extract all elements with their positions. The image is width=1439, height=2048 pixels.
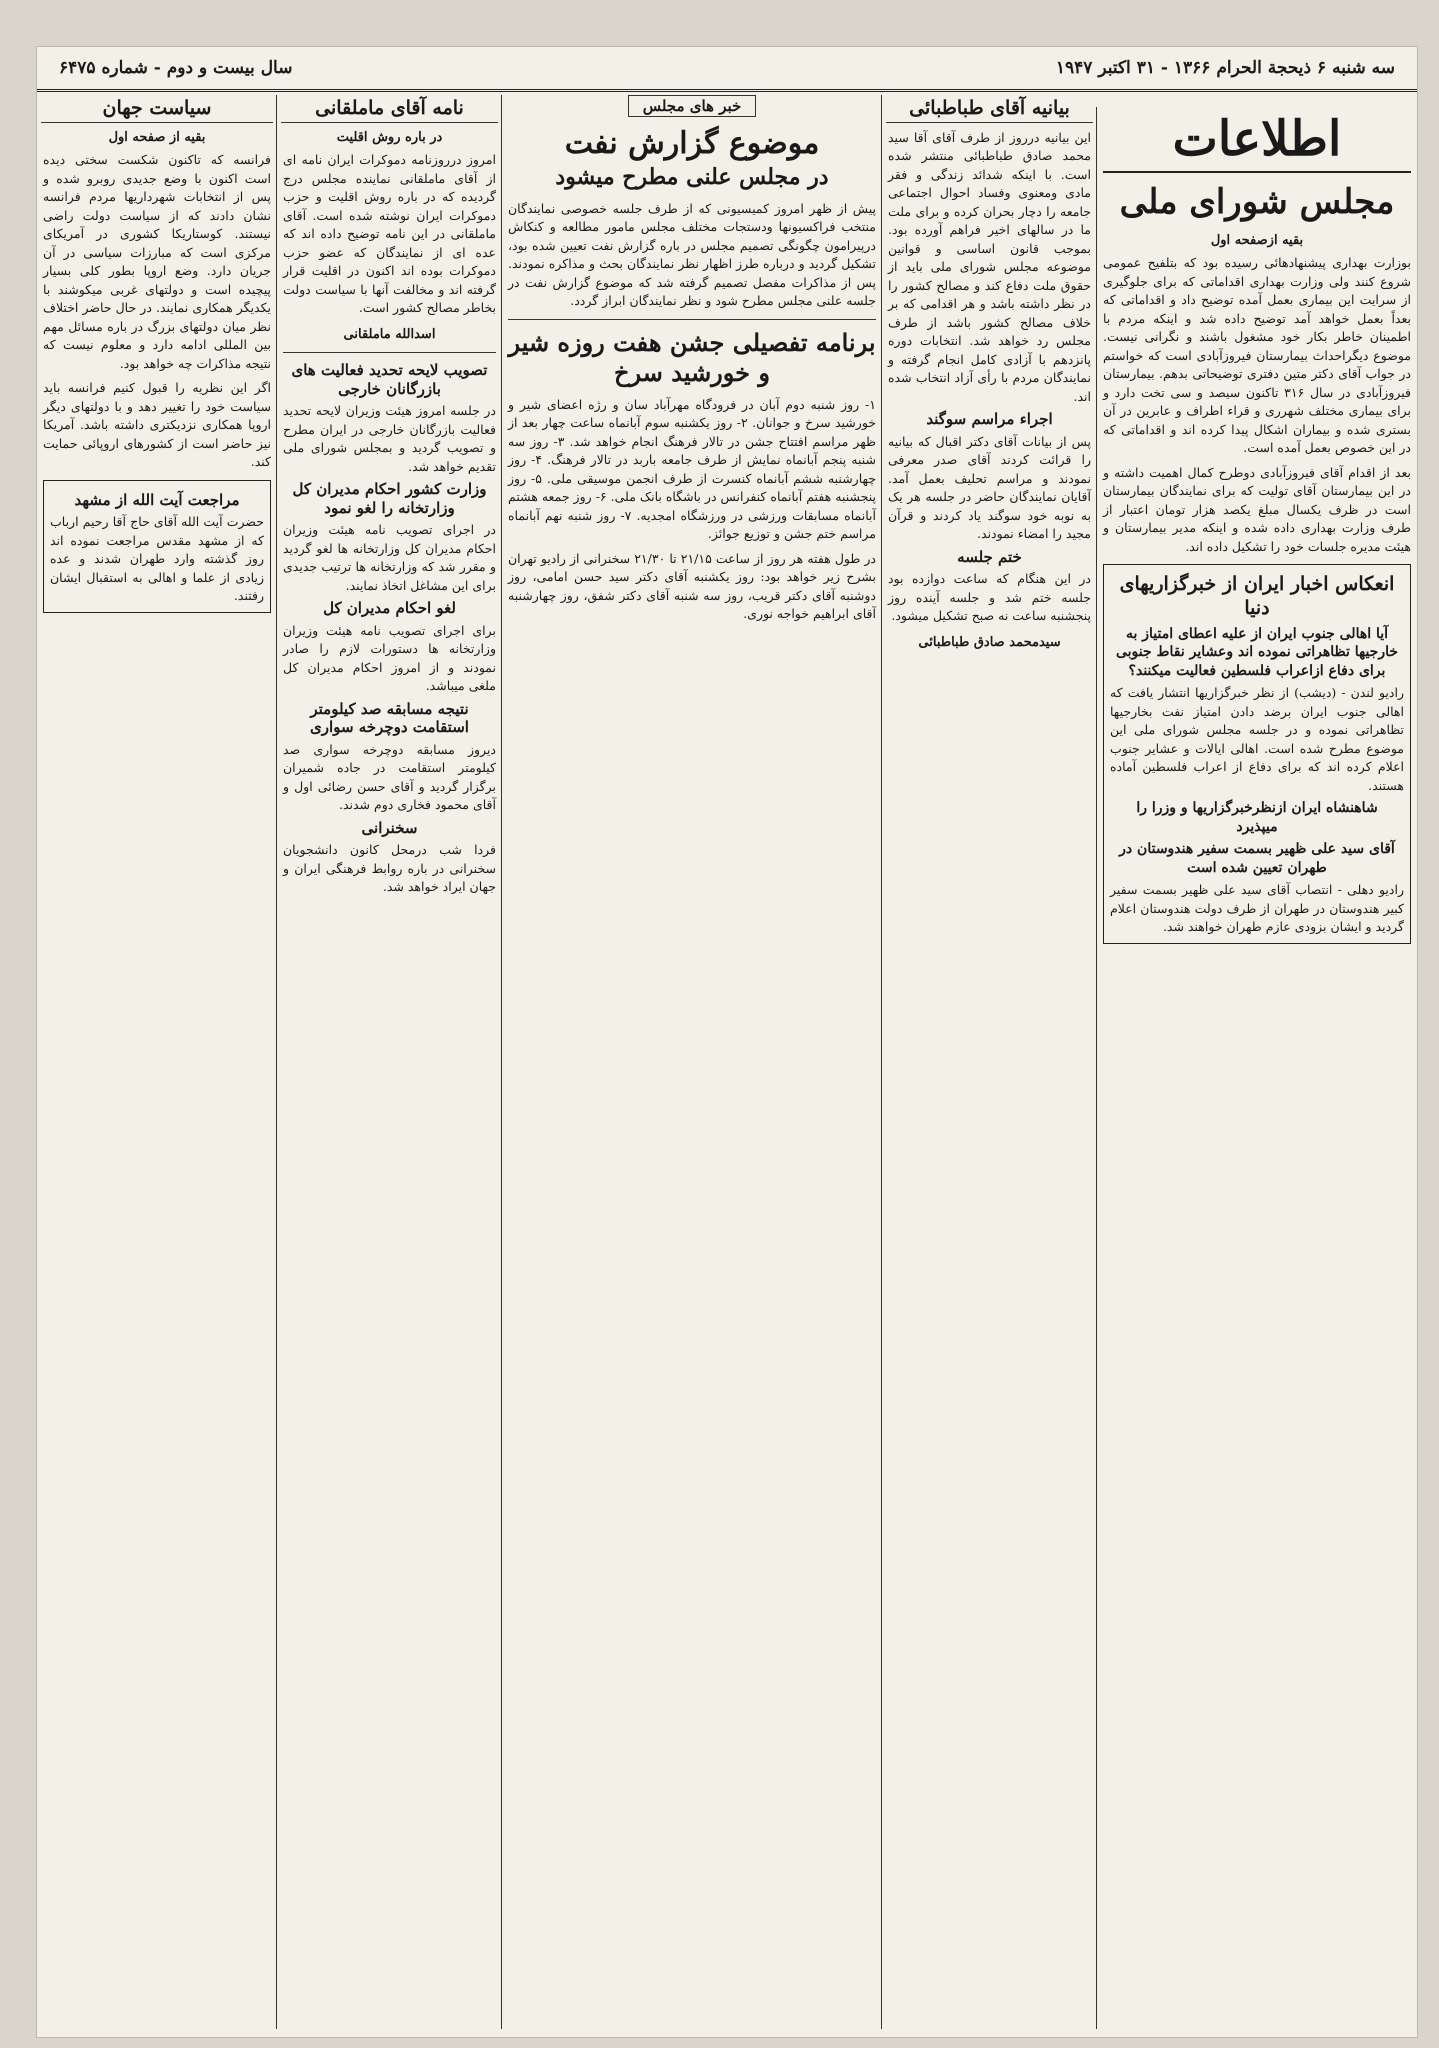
oil-report-headline: موضوع گزارش نفت <box>564 125 820 161</box>
world-politics-headline: سیاست جهان <box>41 95 273 123</box>
ayatollah-body: حضرت آیت الله آقای حاج آقا رحیم ارباب که از مشهد مقدس مراجعت نموده اند روز گذشته وارد طهران شدند و عده زیادی از علما و اهالی به استقبال ایشان رفتند. <box>50 514 264 603</box>
mamlaghani-subheadline: در باره روش اقلیت <box>336 129 443 145</box>
divider <box>283 352 496 353</box>
tabatabai-signature: سیدمحمد صادق طباطبائی <box>918 634 1061 650</box>
oil-report-body: پیش از ظهر امروز کمیسیونی که از طرف جلسه خصوصی نمایندگان منتخب فراکسیونها ودستجات مختلف مجلس مامور مطالعه و کنکاش درپیرامون چگونگی تصمیم مجلس در باره گزارش نفت تعیین شده بود، تشکیل گردید و درباره طرز اظهار نظر نمایندگان بحث و مذاکره نمودند. پس از مذاکرات مفصل تصمیم گرفته شد که موضوع گزارش نفت در جلسه علنی مجلس مطرح شود و نظر نمایندگان ابراز گردد. <box>508 200 876 308</box>
tabatabai-body: این بیانیه درروز از طرف آقای آقا سید محمد صادق طباطبائی منتشر شده است. با اینکه شدائد زندگی و فقر مادی ومعنوی وفساد احوال اجتماعی جامعه را دچار بحران کرده و برای ملت ما در سالهای اخیر فراهم آورده بود. بموجب قانون اساسی و قوانین موضوعه مجلس شورای ملی باید از حقوق ملت دفاع کند و مصالح کشور را در نظر داشته باشد و هر اقدامی که بر خلاف مصالح کشور باشد از طرف مجلس رد خواهد شد. انتخابات دوره پانزدهم با آزادی کامل انجام گرفته و نمایندگان مردم با رأی آزاد انتخاب شده اند. <box>888 129 1091 404</box>
festival-headline: برنامه تفصیلی جشن هفت روزه شیر و خورشید سرخ <box>508 327 876 387</box>
ministry-orders-body: در اجرای تصویب نامه هیئت وزیران احکام مدیران کل وزارتخانه ها لغو گردید و مقرر شد که وزارتخانه ها ترتیب جدیدی برای این مشاغل اتخاذ نمایند. <box>283 522 496 593</box>
box-subheadline: آیا اهالی جنوب ایران از علیه اعطای امتیاز به خارجیها تظاهراتی نموده اند وعشایر نقاط جنوبی برای دفاع ازاعراب فلسطین فعالیت میکنند؟ <box>1115 625 1399 679</box>
box-body-2: رادیو دهلی - انتصاب آقای سید علی ظهیر بسمت سفیر کبیر هندوستان در طهران از طرف دولت هندوستان اعلام گردید و ایشان بزودی عازم طهران خواهند شد. <box>1110 882 1404 934</box>
mamlaghani-body: امروز درروزنامه دموکرات ایران نامه ای از آقای ماملقانی نماینده مجلس درج گردیده که در باره روش اقلیت و حزب دموکرات ایران نوشته شده است. آقای ماملقانی در این نامه توضیح داده اند که عده ای از نمایندگان که عضو حزب دموکرات بوده اند اکنون در اقلیت قرار گرفته اند و مخالفت آنها با سیاست دولت بخاطر مصالح کشور است. <box>283 152 496 315</box>
ayatollah-headline: مراجعت آیت الله از مشهد <box>74 490 240 509</box>
box-headline: انعکاس اخبار ایران از خبرگزاریهای دنیا <box>1119 573 1395 619</box>
mamlaghani-signature: اسدالله ماملقانی <box>343 326 436 342</box>
trade-bill-body: در جلسه امروز هیئت وزیران لایحه تحدید فعالیت بازرگانان خارجی در ایران مطرح و تصویب گردید و بمجلس شورای ملی تقدیم خواهد شد. <box>283 403 496 474</box>
festival-program: ۱- روز شنبه دوم آبان در فرودگاه مهرآباد سان و رژه اعضای شیر و خورشید سرخ و جوانان. ۲- روز یکشنبه سوم آبانماه ساعت چهار بعد از ظهر مراسم افتتاح جشن در تالار فرهنگ انجام خواهد شد. ۳- روز سه شنبه پنجم آبانماه نمایش از طرف جامعه باربد در تالار فرهنگ. ۴- روز چهارشنبه ششم آبانماه کنسرت از طرف انجمن موسیقی ملی. ۵- روز پنجشنبه هفتم آبانماه کنفرانس در باشگاه بانک ملی. ۶- روز جمعه هشتم آبانماه مسابقات ورزشی در ورزشگاه امجدیه. ۷- روز شنبه نهم آبانماه مراسم ختم جشن و توزیع جوائز. <box>508 396 877 541</box>
column-4 <box>276 95 502 2029</box>
box-subheadline-2: شاهنشاه ایران ازنظرخبرگزاریها و وزرا را میپذیرد <box>1136 800 1378 835</box>
box-subheadline-3: آقای سید علی ظهیر بسمت سفیر هندوستان در طهران تعیین شده است <box>1119 841 1395 876</box>
newspaper-page <box>36 46 1418 2038</box>
directors-body: برای اجرای تصویب نامه هیئت وزیران وزارتخانه ها دستورات لازم را صادر نمودند و از امروز احکام مدیران کل ملغی میباشد. <box>283 622 496 693</box>
mamlaghani-headline: نامه آقای ماملقانی <box>281 95 498 123</box>
date-line: سه شنبه ۶ ذیحجة الحرام ۱۳۶۶ - ۳۱ اکتبر ۱۹۴۷ <box>1055 58 1395 78</box>
cycling-headline: نتیجه مسابقه صد کیلومتر استقامت دوچرخه سواری <box>310 699 469 736</box>
directors-headline: لغو احکام مدیران کل <box>323 599 456 617</box>
session-end-heading: ختم جلسه <box>957 547 1022 566</box>
continued-label: بقیه از صفحه اول <box>108 129 206 145</box>
world-politics-body: فرانسه که تاکنون شکست سختی دیده است اکنون با وضع جدیدی روبرو شده و پس از انتخابات شهرداریها مردم فرانسه نشان دادند که از سیاست دولت راضی نیستند. کوستاریکا کشوری در آمریکای مرکزی است که مبارزات سیاسی در آن جریان دارد. وضع اروپا بطور کلی بسیار پیچیده است و دولتهای غربی میکوشند با یکدیگر همکاری نمایند. در حال حاضر اختلاف نظر میان دولتهای بزرگ در باره مسائل مهم بین المللی ادامه دارد و معلوم نیست که نتیجه مذاکرات چه خواهد بود. <box>43 152 271 371</box>
column-1 <box>1096 107 1417 2029</box>
box-body: رادیو لندن - (دیشب) از نظر خبرگزاریها انتشار یافت که اهالی جنوب ایران برضد دادن امتیاز نفت بخارجیها تظاهراتی نموده و در جلسه مجلس شورای ملی این موضوع مطرح شده است. اهالی ایالات و عشایر جنوب اعلام کرده اند که برای دفاع از اعراب فلسطین آماده هستند. <box>1110 685 1404 793</box>
column-3 <box>501 95 882 2029</box>
session-end-body: در این هنگام که ساعت دوازده بود جلسه ختم شد و جلسه آینده روز پنجشنبه ساعت نه صبح تشکیل میشود. <box>888 571 1091 623</box>
trade-bill-headline: تصویب لایحه تحدید فعالیت های بازرگانان خارجی <box>291 361 488 398</box>
majlis-body: بوزارت بهداری پیشنهادهائی رسیده بود که بتلفیح عمومی شروع کنند ولی وزارت بهداری اقداماتی که برای جلوگیری از سرایت این بیماری بعمل آمده توضیح داد و اقداماتی که بعداً بعمل خواهد آمد توضیح داده شد و اینکه مردم با اطمینان خاطر بکار خود مشغول باشند و نگرانی نیست. موضوع دیگراحداث بیمارستان فیروزآبادی است که خواستم در جواب آقای دکتر متین دفتری توضیحاتی بدهم. بیمارستان فیروزآبادی در سال ۳۱۶ تاکنون سیصد و سی تخت دارد و برای بیماری مختلف شهرری و قراء اطراف و عابرین در آن بستری شده و بیماران اشکال پیدا کرده اند و اقداماتی که در این خصوص بعمل آمده است. <box>1103 255 1412 455</box>
lecture-body: فردا شب درمحل کانون دانشجویان سخنرانی در باره روابط فرهنگی ایران و جهان ایراد خواهد شد. <box>283 842 496 894</box>
majlis-body-2: بعد از اقدام آقای فیروزآبادی دوطرح کمال اهمیت داشته و در این بیمارستان آقای تولیت که برای نمایندگان بیمارستان است در ظرف یکسال مبلغ یکصد هزار تومان اعتبار از طرف وزارت بهداری داده شده و اینکه مدیر بیمارستان و هیئت مدیره جلسات خود را تشکیل داده اند. <box>1103 464 1411 554</box>
oath-body: پس از بیانات آقای دکتر اقبال که بیانیه را قرائت کردند آقای صدر معرفی نمودند و مراسم تحلیف بعمل آمد. آقایان نمایندگان حاضر در جلسه هر یک به نوبه خود سوگند یاد کردند و قرآن مجید را امضاء نمودند. <box>888 433 1091 541</box>
majlis-news-label: خبر های مجلس <box>628 95 757 117</box>
issue-line: سال بیست و دوم - شماره ۶۴۷۵ <box>59 58 293 78</box>
ministry-orders-headline: وزارت کشور احکام مدیران کل وزارتخانه را لغو نمود <box>292 480 487 517</box>
oath-heading: اجراء مراسم سوگند <box>926 410 1053 428</box>
majlis-headline: مجلس شورای ملی <box>1119 182 1395 222</box>
column-5 <box>37 95 277 2029</box>
cycling-body: دیروز مسابقه دوچرخه سواری صد کیلومتر استقامت در جاده شمیران برگزار گردید و آقای حسن رضائی اول و آقای محمود فخاری دوم شدند. <box>283 741 496 812</box>
column-2 <box>881 95 1097 2029</box>
world-politics-body-2: اگر این نظریه را قبول کنیم فرانسه باید سیاست خود را تغییر دهد و با دولتهای دیگر اروپا همکاری نزدیکتری داشته باشد. آمریکا نیز حاضر است از کشورهای اروپائی حمایت کند. <box>43 380 271 469</box>
news-box <box>1103 564 1411 944</box>
continued-label: بقیه ازصفحه اول <box>1210 232 1304 248</box>
oil-report-subheadline: در مجلس علنی مطرح میشود <box>555 164 829 190</box>
lecture-headline: سخنرانی <box>361 818 418 837</box>
tabatabai-headline: بیانیه آقای طباطبائی <box>886 95 1093 123</box>
divider <box>508 319 876 320</box>
festival-talks: در طول هفته هر روز از ساعت ۲۱/۱۵ تا ۲۱/۳۰ سخنرانی از رادیو تهران بشرح زیر خواهد بود: روز یکشنبه آقای دکتر سید حسن امامی، روز دوشنبه آقای دکتر قریب، روز سه شنبه آقای دکتر شفق، روز چهارشنبه آقای ابراهیم خواجه نوری. <box>508 550 876 621</box>
masthead-logo: اطلاعات <box>1103 107 1411 173</box>
ayatollah-box <box>43 480 271 613</box>
page-header <box>37 47 1417 92</box>
